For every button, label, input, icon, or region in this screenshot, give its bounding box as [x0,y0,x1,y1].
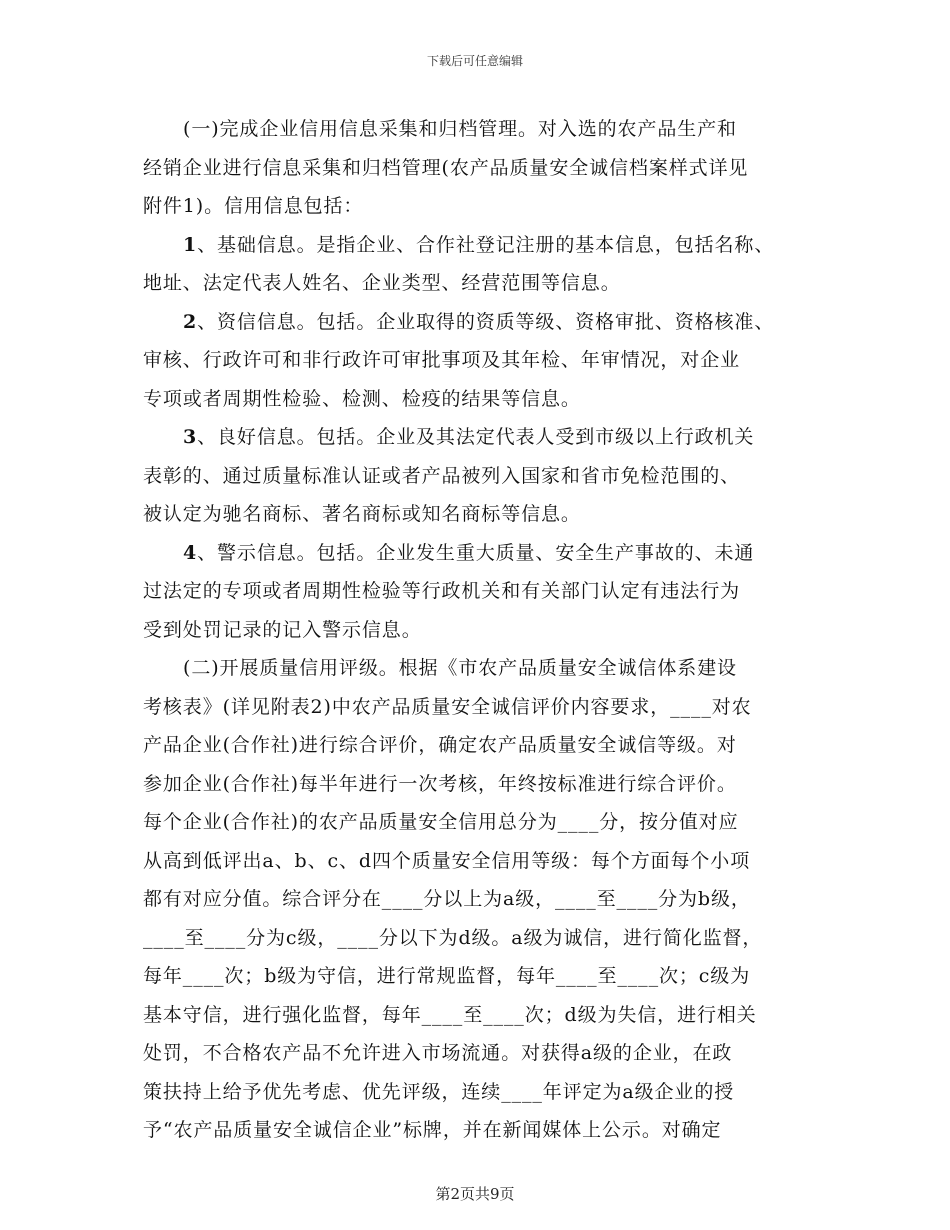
line-text: 地址、法定代表人姓名、企业类型、经营范围等信息。 [143,272,621,294]
text-line [143,264,823,303]
text-line [143,842,823,881]
line-text: 经销企业进行信息采集和归档管理(农产品质量安全诚信档案样式详见 [143,156,749,179]
item-number: 3 [183,426,198,448]
line-text: (二)开展质量信用评级。根据《市农产品质量安全诚信体系建设 [183,657,737,679]
text-line [143,303,823,342]
line-text: 、警示信息。包括。企业发生重大质量、安全生产事故的、未通 [197,541,755,564]
line-text: 考核表》(详见附表2)中农产品质量安全诚信评价内容要求，____对农 [143,695,752,718]
item-number: 2 [183,310,198,333]
text-line [143,341,823,380]
text-line [143,803,823,842]
line-text: 予“农产品质量安全诚信企业”标牌，并在新闻媒体上公示。对确定 [143,1119,722,1141]
line-text: 表彰的、通过质量标准认证或者产品被列入国家和省市免检范围的、 [143,464,741,487]
text-line [143,418,823,457]
line-text: 审核、行政许可和非行政许可审批事项及其年检、年审情况，对企业 [143,349,741,371]
line-text: 过法定的专项或者周期性检验等行政机关和有关部门认定有违法行为 [143,580,741,602]
line-text: 产品企业(合作社)进行综合评价，确定农产品质量安全诚信等级。对 [143,734,737,756]
page-footer: 第2页共9页 [435,1185,515,1203]
item-number: 1 [183,233,198,256]
text-line [143,380,823,419]
text-line [143,919,823,958]
line-text: 每个企业(合作社)的农产品质量安全信用总分为____分，按分值对应 [143,811,739,833]
text-line [143,534,823,573]
page-header: 下载后可任意编辑 [426,54,523,68]
line-text: 专项或者周期性检验、检测、检疫的结果等信息。 [143,387,581,410]
line-text: 策扶持上给予优先考虑、优先评级，连续____年评定为a级企业的授 [143,1080,735,1103]
text-line [143,226,823,265]
line-text: 从高到低评出a、b、c、d四个质量安全信用等级：每个方面每个小项 [143,849,751,872]
text-line [143,880,823,919]
text-line [143,649,823,688]
text-line [143,1073,823,1112]
line-text: 参加企业(合作社)每半年进行一次考核，年终按标准进行综合评价。 [143,772,737,795]
text-line [143,149,823,188]
item-number: 4 [183,541,198,564]
text-line [143,1111,823,1150]
line-text: 被认定为驰名商标、著名商标或知名商标等信息。 [143,503,581,525]
text-line [143,996,823,1035]
text-line [143,1034,823,1073]
text-line [143,688,823,727]
text-line [143,611,823,650]
line-text: ____至____分为c级，____分以下为d级。a级为诚信，进行简化监督， [143,926,763,949]
line-text: 、良好信息。包括。企业及其法定代表人受到市级以上行政机关 [197,426,755,448]
document-body [143,110,823,1150]
line-text: 附件1)。信用信息包括： [143,195,364,217]
text-line [143,457,823,496]
text-line [143,110,823,149]
text-line [143,495,823,534]
line-text: 都有对应分值。综合评分在____分以上为a级，____至____分为b级， [143,888,751,910]
text-line [143,572,823,611]
text-line [143,957,823,996]
line-text: 、基础信息。是指企业、合作社登记注册的基本信息，包括名称、 [197,233,775,256]
text-line [143,765,823,804]
line-text: 受到处罚记录的记入警示信息。 [143,618,422,641]
line-text: 基本守信，进行强化监督，每年____至____次；d级为失信，进行相关 [143,1003,757,1026]
text-line [143,726,823,765]
line-text: 每年____次；b级为守信，进行常规监督，每年____至____次；c级为 [143,965,751,987]
line-text: (一)完成企业信用信息采集和归档管理。对入选的农产品生产和 [183,118,737,140]
line-text: 、资信信息。包括。企业取得的资质等级、资格审批、资格核准、 [197,310,775,333]
line-text: 处罚，不合格农产品不允许进入市场流通。对获得a级的企业，在政 [143,1042,733,1064]
text-line [143,187,823,226]
